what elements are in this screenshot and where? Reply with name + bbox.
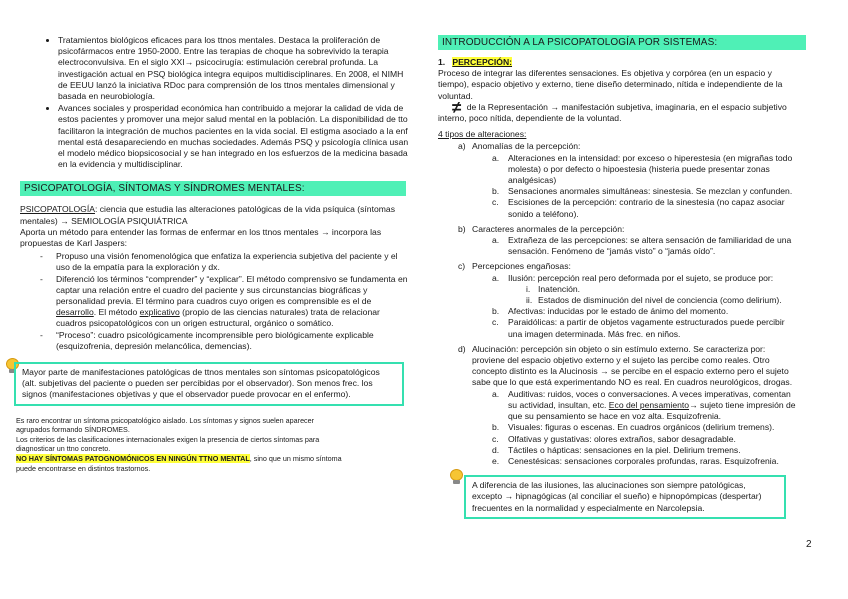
roman-subitem: i. Inatención. — [526, 283, 581, 294]
tip-box-wrapper-right — [438, 475, 800, 519]
alteration-subitem: a. Extrañeza de las percepciones: se altera sensación de familiaridad de una sensación. Fenómeno de “jamás visto” o “jamás oído”. — [492, 235, 792, 257]
notes-block — [16, 416, 346, 474]
bullet-item: • Tratamientos biológicos eficaces para los ttnos mentales. Destaca la proliferación de psicofármacos entre 1950-2000. Entre las terapias de choque ha sobrevivido la terapia electroconvulsiva. En el siglo XXI→ psicocirugía: estimulación cerebral profunda. La investigación actual en PSQ biológica integra equipos multidisciplinares. En 2008, el NIMH de EEUU lanzó la iniciativa RDoc para comprensión de los ttnos mentales dimensional y basada en neurobiología. — [58, 35, 410, 102]
lightbulb-icon — [450, 469, 463, 485]
alterations-list — [438, 141, 800, 467]
right-column — [438, 35, 800, 519]
alteration-subitem: c. Paraidólicas: a partir de objetos vagamente estructurados puede percibir una imagen determinada. Más frec. en niños. — [492, 317, 785, 339]
not-equal-symbol: ≠ — [452, 97, 462, 117]
percepcion-intro: Proceso de integrar las diferentes sensaciones. Es objetiva y corpórea (en un espacio y tiempo), espacio objetivo y externo, tiene diseño determinado, nítida e independiente de la voluntad. — [438, 68, 783, 101]
types-title: 4 tipos de alteraciones: — [438, 129, 527, 140]
definition-paragraph — [20, 204, 410, 226]
alteration-subitem: b. Visuales: figuras o escenas. En cuadros orgánicos (delirium tremens). — [492, 422, 775, 433]
jaspers-list — [20, 251, 410, 352]
alteration-subitem: c. Olfativas y gustativas: olores extraños, sabor desagradable. — [492, 433, 736, 444]
alteration-subitem: d. Táctiles o hápticas: sensaciones en la piel. Delirium tremens. — [492, 444, 741, 455]
alteration-subitem: b. Sensaciones anormales simultáneas: sinestesia. Se mezclan y confunden. — [492, 186, 793, 197]
section-header-psicopatologia: PSICOPATOLOGÍA, SÍNTOMAS Y SÍNDROMES MENTALES: — [20, 181, 406, 196]
percepcion-title: PERCEPCIÓN: — [452, 57, 513, 67]
explicativo-term: explicativo — [139, 307, 180, 318]
alteration-subitem: a. Ilusión: percepción real pero deformada por el sujeto, se produce por: i. Inatención. ii. Estados de disminución del nivel de conciencia (como delirium). — [508, 273, 800, 307]
definition-term: PSICOPATOLOGÍA — [20, 204, 95, 215]
jaspers-item: - Propuso una visión fenomenológica que enfatiza la experiencia subjetiva del paciente y el uso de la empatía para la exploración y dx. — [56, 251, 410, 273]
alteration-type: d) Alucinación: percepción sin objeto o sin estímulo externo. Se caracteriza por: proviene del espacio objetivo externo y el sujeto las percibe como reales. Otro concepto distinto es la Alucinosis → se percibe en el espacio externo pero el sujeto sabe que lo que está experimentando NO es real. En cuadros neurológicos, drogas. a. Auditivas: ruidos, voces o conversaciones. A veces imperativas, comentan su actividad, insultan, etc. Eco del pensamiento→ sujeto tiene impresión de que su pensamiento se hace en voz alta. Esquizofrenia. b. Visuales: figuras o escenas. En cuadros orgánicos (delirium tremens). c. Olfativas y gustativas: olores extraños, sabor desagradable. d. Táctiles o hápticas: sensaciones en la piel. Delirium tremens. e. Cenestésicas: sensaciones corporales profundas, raras. Esquizofrenia. — [472, 344, 800, 467]
section-header-introduccion: INTRODUCCIÓN A LA PSICOPATOLOGÍA POR SISTEMAS: — [438, 35, 806, 50]
alteration-subitem: c. Escisiones de la percepción: contrario de la sinestesia (no capaz asociar sonido a teléfono). — [492, 197, 785, 219]
roman-subitem: ii. Estados de disminución del nivel de conciencia (como delirium). — [526, 295, 782, 306]
representacion-note: ≠ de la Representación → manifestación subjetiva, imaginaria, en el espacio subjetivo interno, poco nítida, dependiente de la voluntad. — [438, 97, 787, 124]
note-criteria: Los criterios de las clasificaciones internacionales exigen la presencia de ciertos síntomas para diagnosticar un ttno concreto. — [16, 434, 320, 454]
note-pathognomonic: NO HAY SÍNTOMAS PATOGNOMÓNICOS EN NINGÚN TTNO MENTAL, sino que un mismo síntoma puede encontrarse en distintos trastornos. — [16, 454, 342, 473]
eco-pensamiento-term: Eco del pensamiento — [608, 399, 690, 410]
left-column — [16, 35, 410, 473]
jaspers-item: - Diferenció los términos “comprender” y “explicar”. El método comprensivo se fundamenta en captar una relación entre el cuadro del paciente y sus circunstancias biográficas y personalidad previa. El término para cuadros cuyo origen es comprensible es el de desarrollo. El método explicativo (propio de las ciencias naturales) trata de relacionar cuadros psicopatológicos con un origen estructural, orgánico o somático. — [56, 274, 410, 330]
alteration-subitem: b. Afectivas: inducidas por le estado de ánimo del momento. — [492, 306, 729, 317]
alteration-type: a) Anomalías de la percepción: a. Alteraciones en la intensidad: por exceso o hiperestesia (en migrañas todo molesta) o por defecto o hipoestesia (histeria puede presentar zonas analgésicas) b. Sensaciones anormales simultáneas: sinestesia. Se mezclan y confunden. c. Escisiones de la percepción: contrario de la sinestesia (no capaz asociar sonido a teléfono). — [472, 141, 800, 219]
jaspers-item: - “Proceso”: cuadro psicológicamente incomprensible pero biológicamente explicable (esquizofrenia, depresión melancólica, demencias). — [56, 330, 410, 352]
page-number: 2 — [806, 539, 812, 550]
alteration-subitem: e. Cenestésicas: sensaciones corporales profundas, raras. Esquizofrenia. — [492, 455, 779, 466]
desarrollo-term: desarrollo — [56, 307, 94, 318]
highlighted-statement: NO HAY SÍNTOMAS PATOGNOMÓNICOS EN NINGÚN TTNO MENTAL — [16, 454, 250, 464]
tip-box-wrapper-left — [20, 362, 410, 406]
approach-paragraph: Aporta un método para entender las formas de enfermar en los ttnos mentales → incorpora las propuestas de Karl Jaspers: — [20, 226, 382, 249]
alteration-subitem: a. Alteraciones en la intensidad: por exceso o hiperestesia (en migrañas todo molesta) o por defecto o hipoestesia (histeria puede presentar zonas analgésicas) — [492, 152, 793, 186]
definition-text: : ciencia que estudia las alteraciones patológicas de la vida psíquica (síntomas mentales) → SEMIOLOGÍA PSIQUIÁTRICA — [20, 204, 395, 226]
subsection-title: 1. PERCEPCIÓN: — [438, 57, 513, 67]
tip-box-symptoms: Mayor parte de manifestaciones patológicas de ttnos mentales son síntomas psicopatológicos (alt. subjetivas del paciente o pueden ser percibidas por el observador). Son menos frec. los signos (manifestaciones objetivas y que el observador puede provocar en el enfermo). — [14, 362, 404, 406]
bullet-item: • Avances sociales y prosperidad económica han contribuido a mejorar la calidad de vida de estos pacientes y promover una mejor salud mental en la población. La disponibilidad de tto facilitaron la integración de muchos pacientes en la vida social. El estigma asociado a la enf mental está desapareciendo en muchas sociedades. Además PSQ y psicología clínica usan el modelo médico biopsicosocial y se han integrado en los esfuerzos de la medicina basada en la evidencia y multidisciplinar. — [58, 103, 410, 170]
note-syndromes: Es raro encontrar un síntoma psicopatológico aislado. Los síntomas y signos suelen aparecer agrupados formando SÍNDROMES. — [16, 415, 315, 435]
alteration-type: b) Caracteres anormales de la percepción: a. Extrañeza de las percepciones: se altera sensación de familiaridad de una sensación. Fenómeno de “jamás visto” o “jamás oído”. — [472, 224, 800, 258]
alteration-type: c) Percepciones engañosas: a. Ilusión: percepción real pero deformada por el sujeto, se produce por: i. Inatención. ii. Estados de disminución del nivel de conciencia (como delirium). b. Afectivas: inducidas por le estado de ánimo del momento. c. Paraidólicas: a partir de objetos vagamente estructurados puede percibir una imagen determinada. Más frec. en niños. — [472, 261, 800, 339]
tip-box-hallucinations: A diferencia de las ilusiones, las alucinaciones son siempre patológicas, excepto → hipnagógicas (al conciliar el sueño) e hipnopómpicas (despertar) frecuentes en la normalidad y especialmente en Narcolepsia. — [464, 475, 786, 519]
alteration-subitem: a. Auditivas: ruidos, voces o conversaciones. A veces imperativas, comentan su actividad, insultan, etc. Eco del pensamiento→ sujeto tiene impresión de que su pensamiento se hace en voz alta. Esquizofrenia. — [492, 388, 796, 422]
treatment-bullet-list — [20, 35, 410, 170]
